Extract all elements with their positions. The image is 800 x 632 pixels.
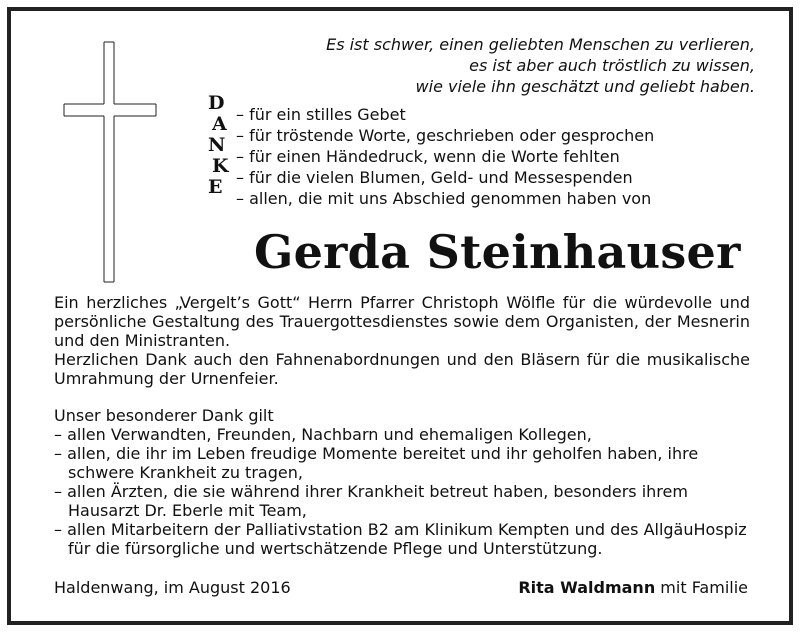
signature bbox=[518, 578, 748, 598]
danke-letter: K bbox=[212, 155, 229, 177]
place-date: Haldenwang, im August 2016 bbox=[54, 578, 291, 597]
quote-line: es ist aber auch tröstlich zu wissen, bbox=[469, 56, 755, 75]
thanks-list-item: – allen Ärzten, die sie während ihrer Krankheit betreut haben, besonders ihrem Hausarzt Dr. Eberle mit Team, bbox=[54, 482, 688, 520]
danke-line: – für tröstende Worte, geschrieben oder gesprochen bbox=[236, 126, 655, 145]
danke-line: – allen, die mit uns Abschied genommen haben von bbox=[236, 189, 652, 208]
footer bbox=[54, 578, 748, 598]
danke-line: – für die vielen Blumen, Geld- und Messespenden bbox=[236, 168, 633, 187]
signer-suffix: mit Familie bbox=[655, 578, 748, 597]
danke-list bbox=[236, 104, 654, 209]
danke-line: – für ein stilles Gebet bbox=[236, 105, 406, 124]
quote-block bbox=[326, 34, 755, 97]
thanks-list-item: – allen Verwandten, Freunden, Nachbarn und ehemaligen Kollegen, bbox=[54, 425, 592, 444]
thanks-list-item: – allen, die ihr im Leben freudige Momente bereitet und ihr geholfen haben, ihre schwere Krankheit zu tragen, bbox=[54, 444, 699, 482]
danke-letter: A bbox=[212, 113, 227, 135]
body-text bbox=[54, 293, 750, 558]
thanks-list-item: – allen Mitarbeitern der Palliativstation B2 am Klinikum Kempten und des AllgäuHospiz für die fürsorgliche und wertschätzende Pflege und Unterstützung. bbox=[54, 520, 747, 558]
quote-line: wie viele ihn geschätzt und geliebt haben. bbox=[415, 77, 755, 96]
thanks-paragraph: Herzlichen Dank auch den Fahnenabordnungen und den Bläsern für die musikalische Umrahmung der Urnenfeier. bbox=[54, 350, 750, 388]
signer-name: Rita Waldmann bbox=[518, 578, 656, 597]
quote-line: Es ist schwer, einen geliebten Menschen zu verlieren, bbox=[326, 35, 755, 54]
danke-vertical-word bbox=[206, 93, 229, 198]
danke-letter: D bbox=[208, 92, 225, 114]
danke-letter: N bbox=[208, 134, 226, 156]
thanks-paragraph: Ein herzliches „Vergelt’s Gott“ Herrn Pfarrer Christoph Wölfle für die würdevolle und persönliche Gestaltung des Trauergottesdienstes sowie dem Organisten, der Mesnerin und den Ministranten. bbox=[54, 293, 750, 350]
thanks-intro: Unser besonderer Dank gilt bbox=[54, 406, 274, 425]
deceased-name: Gerda Steinhauser bbox=[254, 225, 741, 279]
danke-letter: E bbox=[208, 176, 223, 198]
danke-line: – für einen Händedruck, wenn die Worte fehlten bbox=[236, 147, 620, 166]
